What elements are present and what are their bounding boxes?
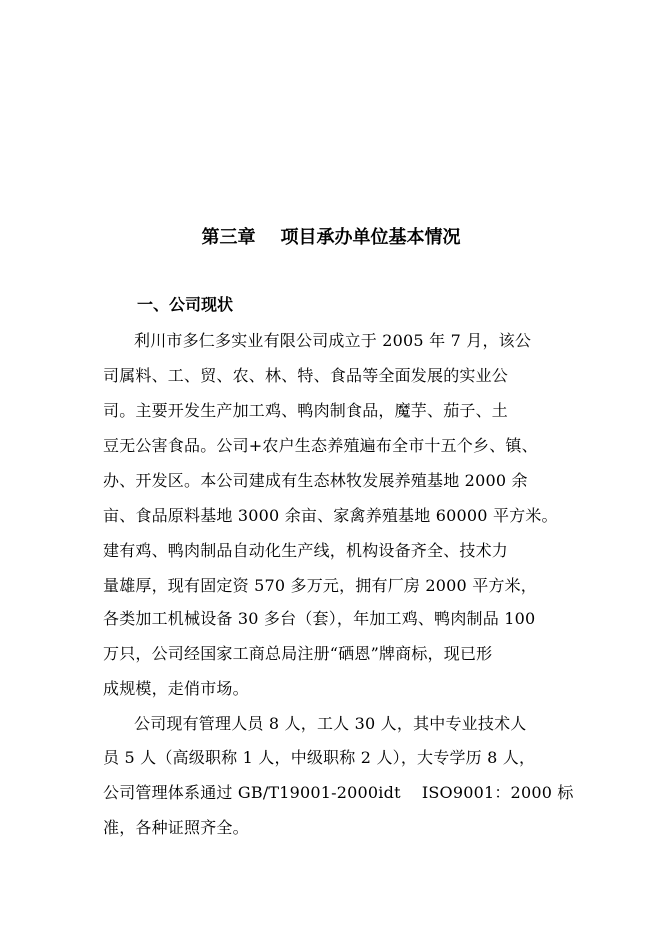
section-heading: 一、公司现状 xyxy=(137,295,234,314)
paragraph-line: 司。主要开发生产加工鸡、鸭肉制食品，魔芋、茄子、土 xyxy=(103,401,509,420)
paragraph-line: 豆无公害食品。公司+农户生态养殖遍布全市十五个乡、镇、 xyxy=(103,436,538,455)
paragraph-line: 公司现有管理人员 8 人，工人 30 人，其中专业技术人 xyxy=(134,714,527,733)
paragraph-line: 成规模，走俏市场。 xyxy=(103,679,249,698)
chapter-title: 第三章 项目承办单位基本情况 xyxy=(201,227,461,248)
paragraph-line: 建有鸡、鸭肉制品自动化生产线，机构设备齐全、技术力 xyxy=(103,541,509,560)
paragraph-line: 利川市多仁多实业有限公司成立于 2005 年 7 月，该公 xyxy=(134,331,532,350)
paragraph-line: 办、开发区。本公司建成有生态林牧发展养殖基地 2000 余 xyxy=(103,471,528,490)
paragraph-line: 万只，公司经国家工商总局注册“硒恩”牌商标，现已形 xyxy=(103,644,493,663)
paragraph-line: 量雄厚，现有固定资 570 多万元，拥有厂房 2000 平方米， xyxy=(103,576,538,595)
paragraph-line: 司属料、工、贸、农、林、特、食品等全面发展的实业公 xyxy=(103,366,509,385)
paragraph-line: 亩、食品原料基地 3000 余亩、家禽养殖基地 60000 平方米。 xyxy=(103,506,558,525)
paragraph-line: 各类加工机械设备 30 多台（套），年加工鸡、鸭肉制品 100 xyxy=(103,609,536,628)
paragraph-line: 准，各种证照齐全。 xyxy=(103,818,249,837)
paragraph-line: 员 5 人（高级职称 1 人，中级职称 2 人），大专学历 8 人， xyxy=(103,748,536,767)
paragraph-line: 公司管理体系通过 GB/T19001-2000idt ISO9001：2000 标 xyxy=(103,783,574,802)
